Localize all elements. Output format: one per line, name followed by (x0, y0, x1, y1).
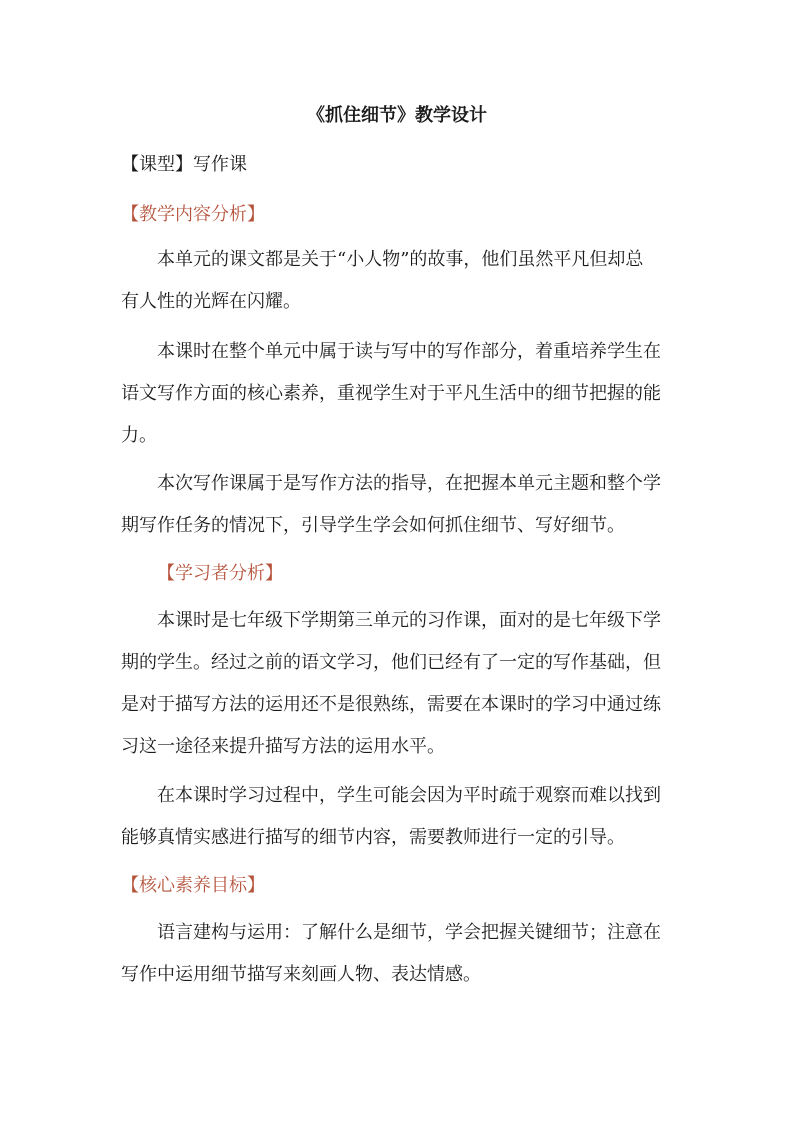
document-title: 《抓住细节》教学设计 (307, 105, 487, 126)
paragraph-line: 期的学生。经过之前的语文学习，他们已经有了一定的写作基础，但 (121, 652, 661, 673)
paragraph-line: 是对于描写方法的运用还不是很熟练，需要在本课时的学习中通过练 (121, 694, 661, 715)
paragraph-line: 语文写作方面的核心素养，重视学生对于平凡生活中的细节把握的能 (121, 383, 661, 404)
paragraph-line: 习这一途径来提升描写方法的运用水平。 (121, 736, 445, 757)
paragraph-line: 语言建构与运用：了解什么是细节，学会把握关键细节；注意在 (157, 922, 661, 943)
course-type: 【课型】写作课 (121, 154, 247, 175)
paragraph-line: 在本课时学习过程中，学生可能会因为平时疏于观察而难以找到 (157, 785, 661, 806)
paragraph-line: 本单元的课文都是关于“小人物”的故事，他们虽然平凡但却总 (157, 249, 644, 270)
section-heading-content-analysis: 【教学内容分析】 (121, 204, 265, 225)
section-heading-core-goals: 【核心素养目标】 (121, 875, 265, 896)
paragraph-line: 本课时在整个单元中属于读与写中的写作部分，着重培养学生在 (157, 341, 661, 362)
paragraph-line: 写作中运用细节描写来刻画人物、表达情感。 (121, 964, 481, 985)
section-heading-learner-analysis: 【学习者分析】 (157, 563, 283, 584)
paragraph-line: 有人性的光辉在闪耀。 (121, 291, 301, 312)
paragraph-line: 能够真情实感进行描写的细节内容，需要教师进行一定的引导。 (121, 827, 625, 848)
paragraph-line: 期写作任务的情况下，引导学生学会如何抓住细节、写好细节。 (121, 515, 625, 536)
paragraph-line: 本课时是七年级下学期第三单元的习作课，面对的是七年级下学 (157, 610, 661, 631)
paragraph-line: 力。 (121, 425, 157, 446)
paragraph-line: 本次写作课属于是写作方法的指导，在把握本单元主题和整个学 (157, 473, 661, 494)
